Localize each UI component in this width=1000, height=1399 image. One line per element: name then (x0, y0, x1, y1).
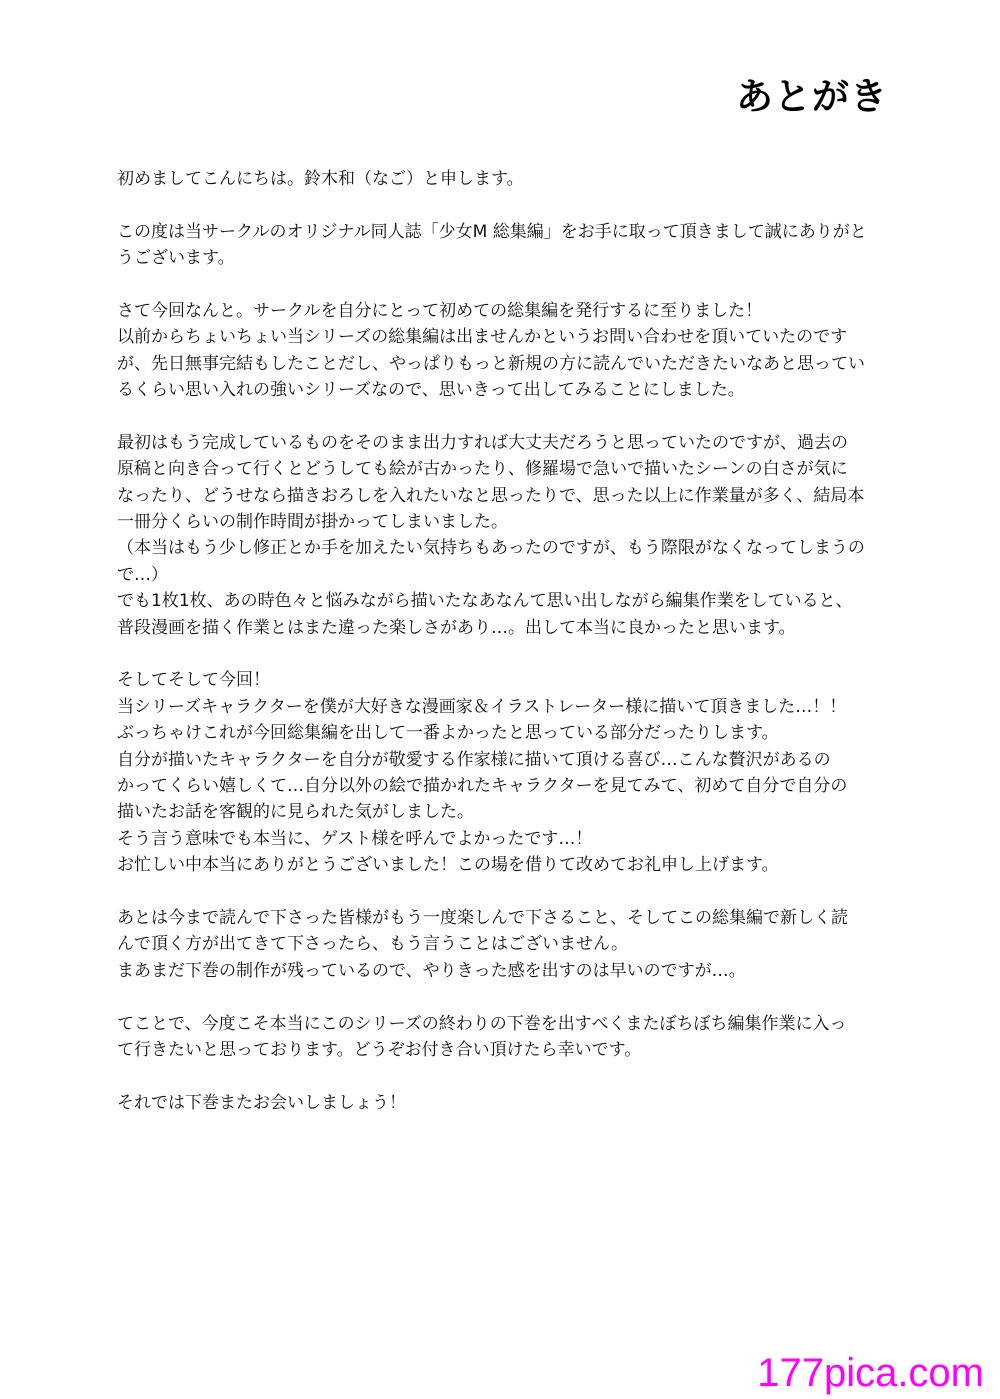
text-line: （本当はもう少し修正とか手を加えたい気持ちもあったのですが、もう際限がなくなってしまうの (117, 538, 865, 559)
text-line: 当シリーズキャラクターを僕が大好きな漫画家＆イラストレーター様に描いて頂きました…！！ (117, 696, 847, 717)
text-line: んで頂く方が出てきて下さったら、もう言うことはございません。 (117, 934, 629, 955)
text-line: なったり、どうせなら描きおろしを入れたいなと思ったりで、思った以上に作業量が多く、結局本 (117, 485, 865, 506)
text-line: ぶっちゃけこれが今回総集編を出して一番よかったと思っている部分だったりします。 (117, 723, 779, 744)
text-line: さて今回なんと。サークルを自分にとって初めての総集編を発行するに至りました！ (117, 300, 763, 321)
text-line: それでは下巻またお会いしましょう！ (117, 1092, 406, 1113)
text-line: 自分が描いたキャラクターを自分が敬愛する作家様に描いて頂ける喜び…こんな贅沢があるの (117, 749, 831, 770)
text-line: そう言う意味でも本当に、ゲスト様を呼んでよかったです…！ (117, 828, 593, 849)
text-line: 原稿と向き合って行くとどうしても絵が古かったり、修羅場で急いで描いたシーンの白さが気に (117, 459, 848, 480)
paragraph-gap (117, 404, 877, 430)
text-line: 初めましてこんにちは。鈴木和（なご）と申します。 (117, 169, 524, 189)
text-line: が、先日無事完結もしたことだし、やっぱりもっと新規の方に読んでいただきたいなあと思ってい (117, 353, 865, 374)
watermark: 177pica.com (757, 1351, 984, 1395)
text-line: 描いたお話を客観的に見られた気がしました。 (117, 802, 474, 823)
text-line: この度は当サークルのオリジナル同人誌「少女M 総集編」をお手に取って頂きまして誠にありがと (117, 221, 867, 242)
text-line: お忙しい中本当にありがとうございました！この場を借りて改めてお礼申し上げます。 (117, 855, 779, 876)
paragraph-readers (117, 905, 877, 984)
paragraph-gap (117, 879, 877, 905)
text-line: 以前からちょいちょい当シリーズの総集編は出ませんかというお問い合わせを頂いていたのです (117, 327, 848, 348)
paragraph-gap (117, 641, 877, 667)
text-line: てことで、今度こそ本当にこのシリーズの終わりの下巻を出すべくまたぼちぼち編集作業に入っ (117, 1013, 847, 1034)
text-line: て行きたいと思っております。どうぞお付き合い頂けたら幸いです。 (117, 1039, 642, 1060)
paragraph-gap (117, 192, 877, 218)
text-line: まあまだ下巻の制作が残っているので、やりきった感を出すのは早いのですが…。 (117, 960, 746, 981)
text-line: 一冊分くらいの制作時間が掛かってしまいました。 (117, 512, 508, 533)
paragraph-gap (117, 984, 877, 1010)
paragraph-production (117, 430, 877, 641)
text-line: うございます。 (117, 248, 235, 269)
text-line: でも1枚1枚、あの時色々と悩みながら描いたなあなんて思い出しながら編集作業をしていると、 (117, 591, 853, 612)
paragraph-greeting (117, 166, 877, 192)
text-line: そしてそして今回！ (117, 670, 270, 691)
afterword-body (117, 166, 877, 1116)
text-line: 最初はもう完成しているものをそのまま出力すれば大丈夫だろうと思っていたのですが、過去の (117, 432, 848, 453)
text-line: るくらい思い入れの強いシリーズなので、思いきって出してみることにしました。 (117, 380, 745, 401)
paragraph-announcement (117, 298, 877, 404)
paragraph-gap (117, 272, 877, 298)
paragraph-gap (117, 1063, 877, 1089)
paragraph-next-volume (117, 1011, 877, 1064)
text-line: あとは今まで読んで下さった皆様がもう一度楽しんで下さること、そしてこの総集編で新しく読 (117, 907, 848, 928)
page-title: あとがき (736, 75, 888, 118)
paragraph-thanks (117, 219, 877, 272)
paragraph-closing (117, 1090, 877, 1116)
text-line: で…） (117, 564, 168, 585)
text-line: 普段漫画を描く作業とはまた違った楽しさがあり…。出して本当に良かったと思います。 (117, 617, 796, 638)
text-line: かってくらい嬉しくて…自分以外の絵で描かれたキャラクターを見てみて、初めて自分で自分の (117, 775, 848, 796)
paragraph-guests (117, 667, 877, 878)
